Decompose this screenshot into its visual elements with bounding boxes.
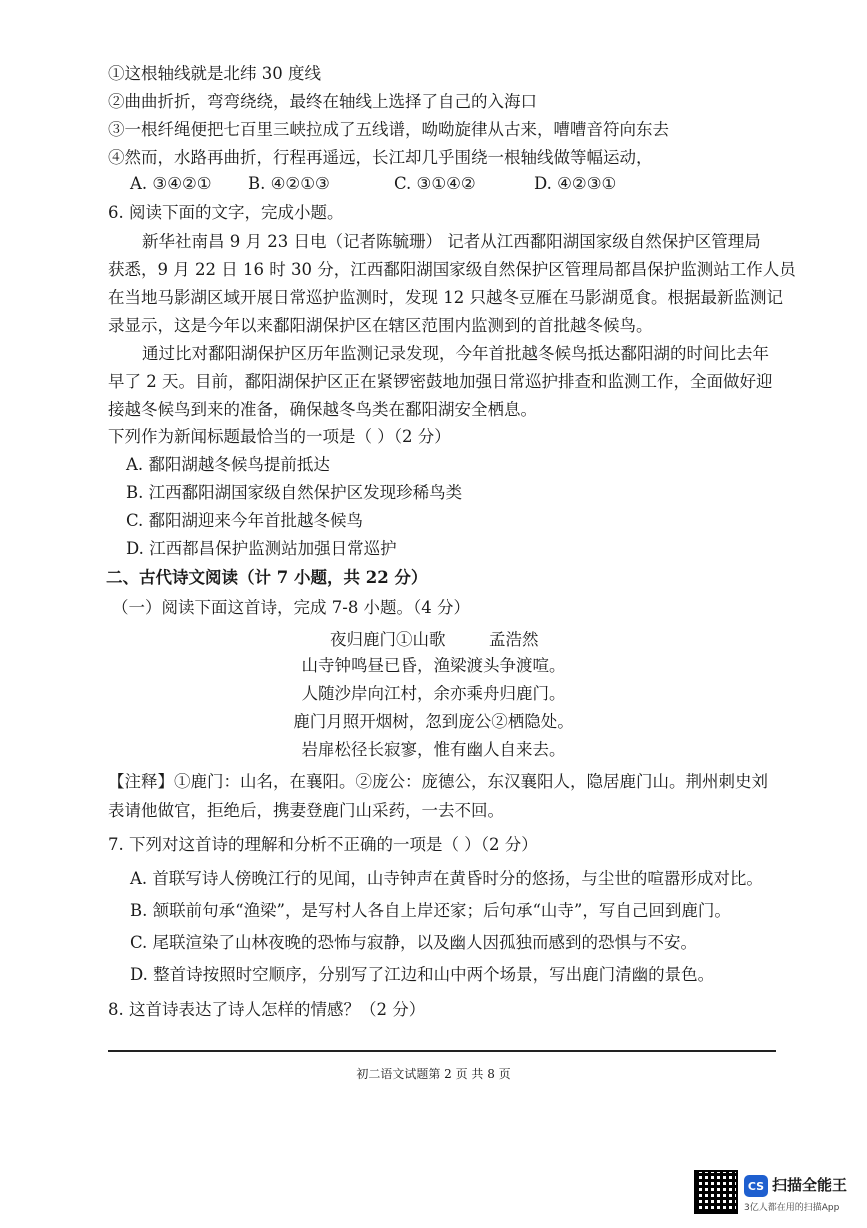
q6-option-a: A. 鄱阳湖越冬候鸟提前抵达: [126, 455, 330, 474]
poem-notes-line1: 【注释】①鹿门：山名，在襄阳。②庞公：庞德公，东汉襄阳人，隐居鹿门山。荆州刺史刘: [108, 772, 768, 791]
camscanner-logo-icon: CS: [744, 1175, 768, 1197]
q6-para1-line1: 新华社南昌 9 月 23 日电（记者陈毓珊） 记者从江西鄱阳湖国家级自然保护区管理局: [142, 232, 761, 251]
poem-title: 夜归鹿门①山歌: [330, 630, 446, 649]
q5-option-b: B. ④②①③: [248, 174, 330, 193]
q6-option-d: D. 江西都昌保护监测站加强日常巡护: [126, 539, 397, 558]
poem-author: 孟浩然: [489, 630, 539, 649]
page-footer: 初二语文试题第 2 页 共 8 页: [356, 1067, 511, 1081]
section2-subheading: （一）阅读下面这首诗，完成 7-8 小题。（4 分）: [112, 598, 471, 617]
q6-para1-line4: 录显示，这是今年以来鄱阳湖保护区在辖区范围内监测到的首批越冬候鸟。: [108, 316, 653, 335]
q5-item-2: ②曲曲折折，弯弯绕绕，最终在轴线上选择了自己的入海口: [108, 92, 537, 111]
poem-line-2: 人随沙岸向江村，余亦乘舟归鹿门。: [301, 684, 566, 703]
watermark-tagline: 3亿人都在用的扫描App: [744, 1203, 840, 1213]
q6-para1-line3: 在当地马影湖区域开展日常巡护监测时，发现 12 只越冬豆雁在马影湖觅食。根据最新监测记: [108, 288, 783, 307]
q5-option-c: C. ③①④②: [394, 174, 476, 193]
q6-question: 下列作为新闻标题最恰当的一项是（ ）（2 分）: [108, 427, 451, 446]
footer-divider: [108, 1050, 776, 1052]
q6-heading: 6. 阅读下面的文字，完成小题。: [108, 203, 344, 222]
poem-line-1: 山寺钟鸣昼已昏，渔梁渡头争渡喧。: [301, 656, 566, 675]
q6-para2-line2: 早了 2 天。目前，鄱阳湖保护区正在紧锣密鼓地加强日常巡护排查和监测工作，全面做好迎: [108, 372, 773, 391]
q5-item-1: ①这根轴线就是北纬 30 度线: [108, 64, 321, 83]
q6-para1-line2: 获悉，9 月 22 日 16 时 30 分，江西鄱阳湖国家级自然保护区管理局都昌保护监测站工作人员: [108, 260, 796, 279]
section2-heading: 二、古代诗文阅读（计 7 小题，共 22 分）: [106, 568, 428, 587]
q6-para2-line3: 接越冬候鸟到来的准备，确保越冬鸟类在鄱阳湖安全栖息。: [108, 400, 537, 419]
q6-option-b: B. 江西鄱阳湖国家级自然保护区发现珍稀鸟类: [126, 483, 463, 502]
q6-para2-line1: 通过比对鄱阳湖保护区历年监测记录发现，今年首批越冬候鸟抵达鄱阳湖的时间比去年: [142, 344, 769, 363]
q7-option-b: B. 颔联前句承“渔梁”，是写村人各自上岸还家；后句承“山寺”，写自己回到鹿门。: [130, 901, 731, 920]
poem-notes-line2: 表请他做官，拒绝后，携妻登鹿门山采药，一去不回。: [108, 801, 504, 820]
q5-option-a: A. ③④②①: [130, 174, 212, 193]
q6-option-c: C. 鄱阳湖迎来今年首批越冬候鸟: [126, 511, 364, 530]
q7-option-a: A. 首联写诗人傍晚江行的见闻，山寺钟声在黄昏时分的悠扬，与尘世的喧嚣形成对比。: [130, 869, 763, 888]
q8-question: 8. 这首诗表达了诗人怎样的情感？（2 分）: [108, 1000, 426, 1019]
q7-option-d: D. 整首诗按照时空顺序，分别写了江边和山中两个场景，写出鹿门清幽的景色。: [130, 965, 715, 984]
q5-option-d: D. ④②③①: [534, 174, 617, 193]
poem-line-3: 鹿门月照开烟树，忽到庞公②栖隐处。: [293, 712, 574, 731]
q7-question: 7. 下列对这首诗的理解和分析不正确的一项是（ ）（2 分）: [108, 835, 538, 854]
q5-item-3: ③一根纤绳便把七百里三峡拉成了五线谱，呦呦旋律从古来，嘈嘈音符向东去: [108, 120, 669, 139]
qr-code-icon: [694, 1170, 738, 1214]
q7-option-c: C. 尾联渲染了山林夜晚的恐怖与寂静，以及幽人因孤独而感到的恐惧与不安。: [130, 933, 698, 952]
q5-item-4: ④然而，水路再曲折，行程再遥远，长江却几乎围绕一根轴线做等幅运动，: [108, 148, 653, 167]
watermark-brand: 扫描全能王: [772, 1176, 848, 1194]
poem-line-4: 岩扉松径长寂寥，惟有幽人自来去。: [301, 740, 566, 759]
